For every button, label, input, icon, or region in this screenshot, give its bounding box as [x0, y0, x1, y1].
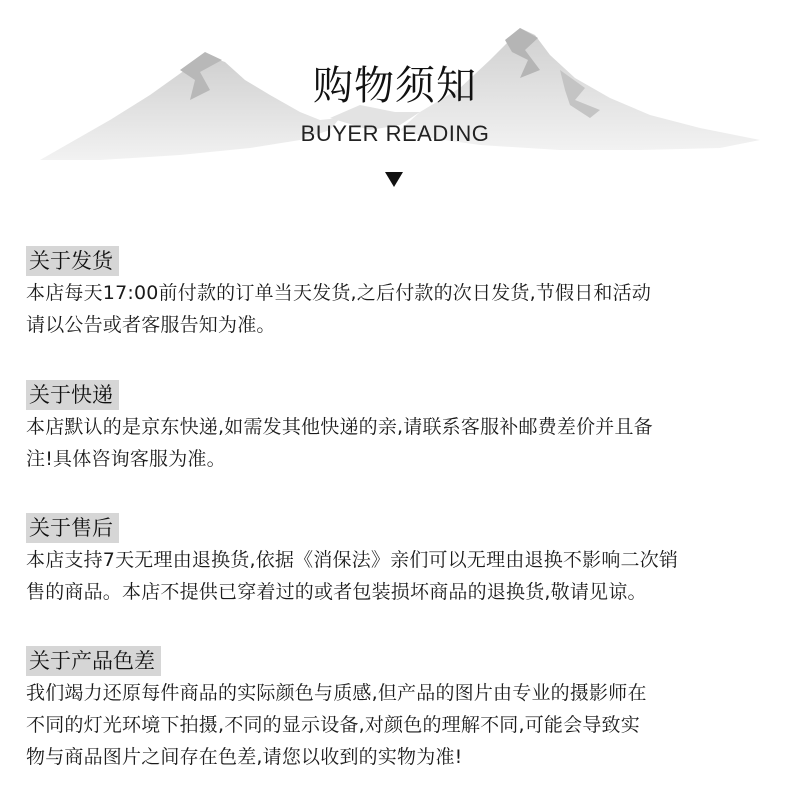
- section-body: 我们竭力还原每件商品的实际颜色与质感,但产品的图片由专业的摄影师在 不同的灯光环境下拍摄,不同的显示设备,对颜色的理解不同,可能会导致实 物与商品图片之间存在色差,请您以收到的实物为准!: [26, 682, 647, 768]
- page-subtitle: BUYER READING: [300, 121, 490, 146]
- section-body: 本店支持7天无理由退换货,依据《消保法》亲们可以无理由退换不影响二次销 售的商品。本店不提供已穿着过的或者包装损坏商品的退换货,敬请见谅。: [26, 549, 679, 603]
- section-body: 本店每天17:00前付款的订单当天发货,之后付款的次日发货,节假日和活动 请以公告或者客服告知为准。: [26, 282, 652, 336]
- triangle-down-icon: [385, 172, 403, 187]
- section-heading: 关于发货: [26, 246, 119, 276]
- section-after-sales: [26, 513, 776, 608]
- section-color-difference: [26, 646, 776, 773]
- page-title: 购物须知: [313, 63, 477, 109]
- section-heading: 关于快递: [26, 380, 119, 410]
- section-heading: 关于售后: [26, 513, 119, 543]
- section-shipping: [26, 246, 776, 341]
- section-courier: [26, 380, 776, 475]
- section-heading: 关于产品色差: [26, 646, 161, 676]
- section-body: 本店默认的是京东快递,如需发其他快递的亲,请联系客服补邮费差价并且备 注!具体咨询客服为准。: [26, 416, 653, 470]
